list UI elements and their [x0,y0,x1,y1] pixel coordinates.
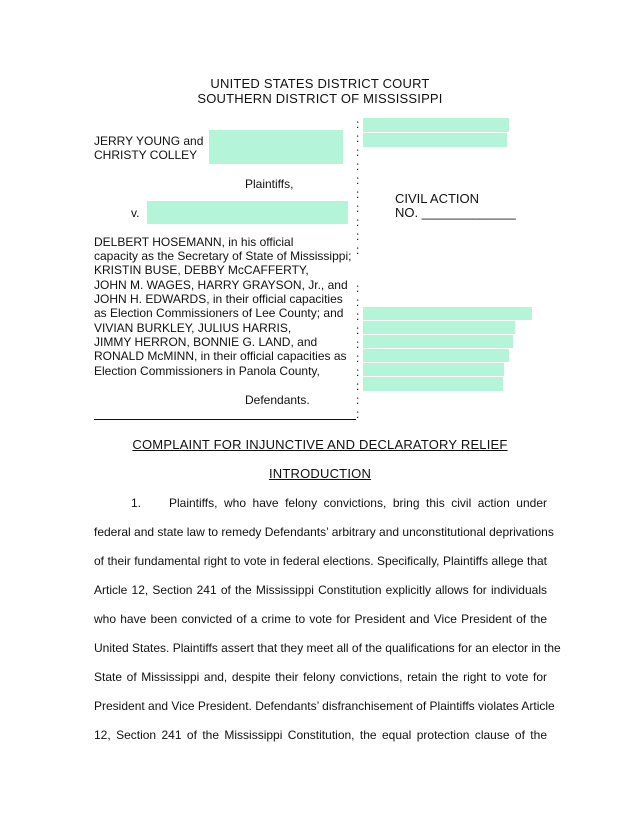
caption-rule [94,419,356,420]
defendant-line: VIVIAN BURKLEY, JULIUS HARRIS, [94,321,292,335]
defendant-line: KRISTIN BUSE, DEBBY McCAFFERTY, [94,263,309,277]
redaction-highlight [209,130,343,164]
court-name: UNITED STATES DISTRICT COURT [210,76,430,91]
redaction-highlight [363,349,509,362]
redaction-highlight [363,363,504,376]
paragraph-line: Plaintiffs, who have felony convictions, bring this civil action under [169,496,547,510]
defendant-line: JIMMY HERRON, BONNIE G. LAND, and [94,335,318,349]
civil-action-label: CIVIL ACTION [395,191,480,206]
defendant-line: JOHN H. EDWARDS, in their official capacities [94,292,343,306]
redaction-highlight [147,201,348,224]
redaction-highlight [363,321,515,334]
redaction-highlight [363,377,503,391]
plaintiffs-label: Plaintiffs, [245,177,294,191]
paragraph-line: federal and state law to remedy Defendants’ arbitrary and unconstitutional deprivations [94,525,554,539]
redaction-highlight [363,133,507,147]
paragraph-line: of their fundamental right to vote in federal elections. Specifically, Plaintiffs allege that [94,554,547,568]
paragraph-line: 12, Section 241 of the Mississippi Constitution, the equal protection clause of the [94,728,547,742]
plaintiff-name: JERRY YOUNG and [94,134,204,148]
defendant-line: RONALD McMINN, in their official capacities as [94,349,347,363]
defendant-line: JOHN M. WAGES, HARRY GRAYSON, Jr., and [94,278,348,292]
paragraph-line: State of Mississippi and, despite their felony convictions, retain the right to vote for [94,670,547,684]
section-heading: INTRODUCTION [268,466,372,481]
defendant-line: as Election Commissioners of Lee County; and [94,306,344,320]
redaction-highlight [363,307,532,320]
paragraph-number: 1. [131,496,142,510]
defendant-line: Election Commissioners in Panola County, [94,364,320,378]
paragraph-line: Article 12, Section 241 of the Mississippi Constitution explicitly allows for individuals [94,583,547,597]
court-district: SOUTHERN DISTRICT OF MISSISSIPPI [197,91,443,106]
complaint-title: COMPLAINT FOR INJUNCTIVE AND DECLARATORY RELIEF [132,437,508,452]
paragraph-line: who have been convicted of a crime to vote for President and Vice President of the [94,612,547,626]
plaintiff-name: CHRISTY COLLEY [94,148,198,162]
redaction-highlight [363,118,509,132]
redaction-highlight [363,335,513,348]
defendants-label: Defendants. [245,393,310,407]
paragraph-line: United States. Plaintiffs assert that they meet all of the qualifications for an elector in the [94,641,561,655]
paragraph-line: President and Vice President. Defendants’ disfranchisement of Plaintiffs violates Article [94,699,555,713]
defendant-line: capacity as the Secretary of State of Mississippi; [94,249,352,263]
defendant-line: DELBERT HOSEMANN, in his official [94,235,294,249]
case-number: NO. _____________ [395,205,516,220]
versus-label: v. [131,206,140,220]
